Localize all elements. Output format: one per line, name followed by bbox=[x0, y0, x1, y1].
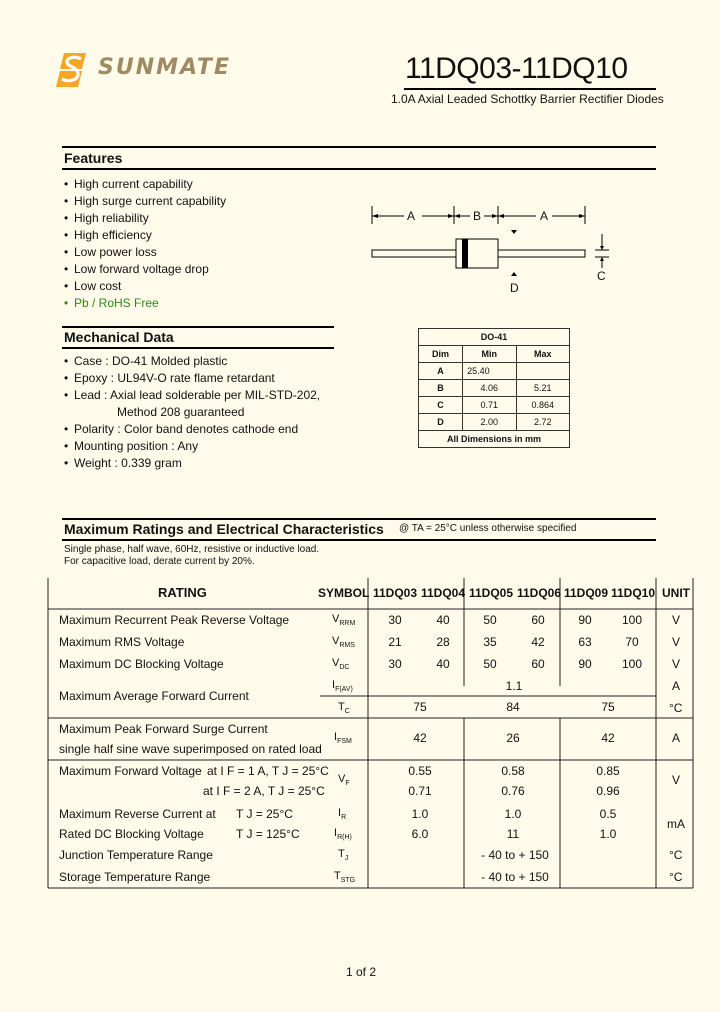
col-header-unit: UNIT bbox=[662, 586, 690, 600]
row-value: 60 bbox=[531, 657, 545, 671]
row-symbol: $T_C$ bbox=[338, 701, 350, 716]
logo-text: SUNMATE bbox=[98, 55, 231, 80]
row-unit: V bbox=[672, 773, 681, 787]
row-value: 30 bbox=[388, 613, 402, 627]
list-item: • Lead : Axial lead solderable per MIL-STD-202, bbox=[64, 387, 320, 404]
title-underline bbox=[404, 88, 656, 90]
list-item: • Epoxy : UL94V-O rate flame retardant bbox=[64, 370, 320, 387]
row-value: 1.1 bbox=[505, 679, 523, 693]
row-symbol: $V_{DC}$ bbox=[332, 657, 350, 672]
row-label: Rated DC Blocking Voltage bbox=[59, 827, 204, 841]
row-label: Maximum Reverse Current at bbox=[59, 807, 216, 821]
list-item: • Polarity : Color band denotes cathode end bbox=[64, 421, 320, 438]
dim-label-c: C bbox=[597, 269, 606, 283]
row-symbol: $I_{FSM}$ bbox=[334, 731, 352, 746]
row-unit: V bbox=[672, 657, 681, 671]
row-symbol: $V_{RRM}$ bbox=[332, 613, 356, 628]
package-outline-diagram bbox=[366, 202, 616, 292]
col-header-rating: RATING bbox=[158, 585, 207, 600]
row-symbol: $I_R$ bbox=[338, 807, 347, 822]
ratings-top-rule bbox=[62, 518, 656, 520]
list-item: • Pb / RoHS Free bbox=[64, 295, 226, 312]
row-value: 70 bbox=[625, 635, 639, 649]
dimension-table bbox=[418, 328, 570, 448]
row-value: 21 bbox=[388, 635, 402, 649]
dim-cell: C bbox=[419, 397, 463, 414]
list-item: • Weight : 0.339 gram bbox=[64, 455, 320, 472]
list-item: • Mounting position : Any bbox=[64, 438, 320, 455]
row-label: Maximum Recurrent Peak Reverse Voltage bbox=[59, 613, 290, 627]
row-value: 40 bbox=[436, 657, 450, 671]
row-label: Junction Temperature Range bbox=[59, 848, 213, 862]
row-value: 1.0 bbox=[411, 807, 429, 821]
row-unit: A bbox=[672, 679, 681, 693]
dim-label-a-left: A bbox=[407, 209, 416, 223]
dim-label-a-right: A bbox=[540, 209, 549, 223]
dim-cell: B bbox=[419, 380, 463, 397]
ratings-bottom-rule bbox=[62, 539, 656, 541]
row-label: Maximum Forward Voltage bbox=[59, 764, 202, 778]
col-header-part: 11DQ05 bbox=[469, 586, 514, 600]
list-item: • Low cost bbox=[64, 278, 226, 295]
dim-cell: 0.71 bbox=[463, 397, 516, 414]
features-heading: Features bbox=[64, 150, 123, 166]
row-value: - 40 to + 150 bbox=[481, 848, 549, 862]
dim-cell bbox=[516, 363, 569, 380]
row-value: 35 bbox=[483, 635, 497, 649]
row-value: 50 bbox=[483, 657, 497, 671]
part-title: 11DQ03-11DQ10 bbox=[405, 52, 628, 85]
dim-table-title: DO-41 bbox=[419, 329, 570, 346]
dim-table-header: Dim bbox=[419, 346, 463, 363]
dim-table-header: Max bbox=[516, 346, 569, 363]
row-symbol: $T_J$ bbox=[338, 848, 349, 863]
row-value: 40 bbox=[436, 613, 450, 627]
row-value: - 40 to + 150 bbox=[481, 870, 549, 884]
row-value: 42 bbox=[601, 731, 615, 745]
row-value: 60 bbox=[531, 613, 545, 627]
row-value: 63 bbox=[578, 635, 592, 649]
mechanical-list bbox=[64, 353, 320, 472]
logo-icon bbox=[56, 50, 90, 90]
dim-label-b: B bbox=[473, 209, 482, 223]
row-label: single half sine wave superimposed on rated load bbox=[59, 742, 322, 756]
row-value: 0.58 bbox=[501, 764, 525, 778]
list-item: • Low forward voltage drop bbox=[64, 261, 226, 278]
row-condition: T J = 125°C bbox=[236, 827, 300, 841]
col-header-part: 11DQ09 bbox=[564, 586, 609, 600]
row-label: Maximum DC Blocking Voltage bbox=[59, 657, 224, 671]
row-value: 0.76 bbox=[501, 784, 525, 798]
list-item: • Case : DO-41 Molded plastic bbox=[64, 353, 320, 370]
page-subtitle: 1.0A Axial Leaded Schottky Barrier Rectifier Diodes bbox=[391, 92, 664, 106]
features-list bbox=[64, 176, 226, 312]
list-item: Method 208 guaranteed bbox=[117, 405, 245, 419]
row-label: Storage Temperature Range bbox=[59, 870, 211, 884]
row-value: 26 bbox=[506, 731, 520, 745]
dim-cell: 25.40 bbox=[463, 363, 516, 380]
dim-cell: 2.72 bbox=[516, 414, 569, 431]
row-value: 0.71 bbox=[408, 784, 432, 798]
ratings-condition: @ TA = 25°C unless otherwise specified bbox=[399, 523, 577, 534]
list-item: • High current capability bbox=[64, 176, 226, 193]
dim-cell: A bbox=[419, 363, 463, 380]
row-value: 100 bbox=[621, 613, 643, 627]
dim-cell: 2.00 bbox=[463, 414, 516, 431]
row-value: 84 bbox=[506, 700, 520, 714]
row-symbol: $V_F$ bbox=[338, 773, 350, 788]
row-value: 1.0 bbox=[504, 807, 522, 821]
row-unit: mA bbox=[667, 817, 685, 831]
row-symbol: $T_{STG}$ bbox=[334, 870, 356, 885]
row-unit: V bbox=[672, 635, 681, 649]
ratings-note: Single phase, half wave, 60Hz, resistive or inductive load. bbox=[64, 544, 320, 555]
row-value: 0.96 bbox=[596, 784, 620, 798]
row-unit: °C bbox=[669, 870, 683, 884]
row-label: Maximum RMS Voltage bbox=[59, 635, 185, 649]
list-item: • High efficiency bbox=[64, 227, 226, 244]
row-value: 0.85 bbox=[596, 764, 620, 778]
dim-cell: 5.21 bbox=[516, 380, 569, 397]
row-unit: °C bbox=[669, 848, 683, 862]
row-value: 30 bbox=[388, 657, 402, 671]
row-value: 0.55 bbox=[408, 764, 432, 778]
row-value: 90 bbox=[578, 613, 592, 627]
row-value: 100 bbox=[621, 657, 643, 671]
row-condition: at I F = 2 A, T J = 25°C bbox=[203, 784, 325, 798]
row-value: 42 bbox=[413, 731, 427, 745]
col-header-symbol: SYMBOL bbox=[318, 586, 370, 600]
row-unit: A bbox=[672, 731, 681, 745]
row-symbol: $I_{R(H)}$ bbox=[334, 827, 352, 842]
row-value: 11 bbox=[506, 827, 520, 841]
ratings-heading: Maximum Ratings and Electrical Characteristics bbox=[64, 521, 384, 537]
row-value: 42 bbox=[531, 635, 545, 649]
row-condition: at I F = 1 A, T J = 25°C bbox=[207, 764, 329, 778]
mech-bottom-rule bbox=[62, 347, 334, 349]
row-value: 1.0 bbox=[599, 827, 617, 841]
list-item: • Low power loss bbox=[64, 244, 226, 261]
row-symbol: $I_{F(AV)}$ bbox=[332, 679, 353, 694]
list-item: • High surge current capability bbox=[64, 193, 226, 210]
row-unit: °C bbox=[669, 701, 683, 715]
row-value: 6.0 bbox=[411, 827, 429, 841]
row-label: Maximum Average Forward Current bbox=[59, 689, 249, 703]
dim-cell: D bbox=[419, 414, 463, 431]
row-condition: T J = 25°C bbox=[236, 807, 293, 821]
row-value: 50 bbox=[483, 613, 497, 627]
list-item: • High reliability bbox=[64, 210, 226, 227]
dim-table-header: Min bbox=[463, 346, 516, 363]
row-unit: V bbox=[672, 613, 681, 627]
mechanical-heading: Mechanical Data bbox=[64, 329, 174, 345]
row-value: 28 bbox=[436, 635, 450, 649]
col-header-part: 11DQ10 bbox=[611, 586, 656, 600]
ratings-note: For capacitive load, derate current by 20%. bbox=[64, 556, 255, 567]
dim-label-d: D bbox=[510, 281, 519, 295]
col-header-part: 11DQ04 bbox=[421, 586, 466, 600]
page-number: 1 of 2 bbox=[346, 965, 377, 979]
col-header-part: 11DQ06 bbox=[517, 586, 562, 600]
dim-cell: 4.06 bbox=[463, 380, 516, 397]
logo bbox=[56, 48, 246, 92]
mech-top-rule bbox=[62, 326, 334, 328]
features-top-rule bbox=[62, 146, 656, 148]
dim-cell: 0.864 bbox=[516, 397, 569, 414]
features-bottom-rule bbox=[62, 168, 656, 170]
row-symbol: $V_{RMS}$ bbox=[332, 635, 355, 650]
dim-table-footer: All Dimensions in mm bbox=[419, 431, 570, 448]
row-value: 75 bbox=[413, 700, 427, 714]
row-label: Maximum Peak Forward Surge Current bbox=[59, 722, 268, 736]
row-value: 90 bbox=[578, 657, 592, 671]
col-header-part: 11DQ03 bbox=[373, 586, 418, 600]
row-value: 0.5 bbox=[599, 807, 617, 821]
row-value: 75 bbox=[601, 700, 615, 714]
